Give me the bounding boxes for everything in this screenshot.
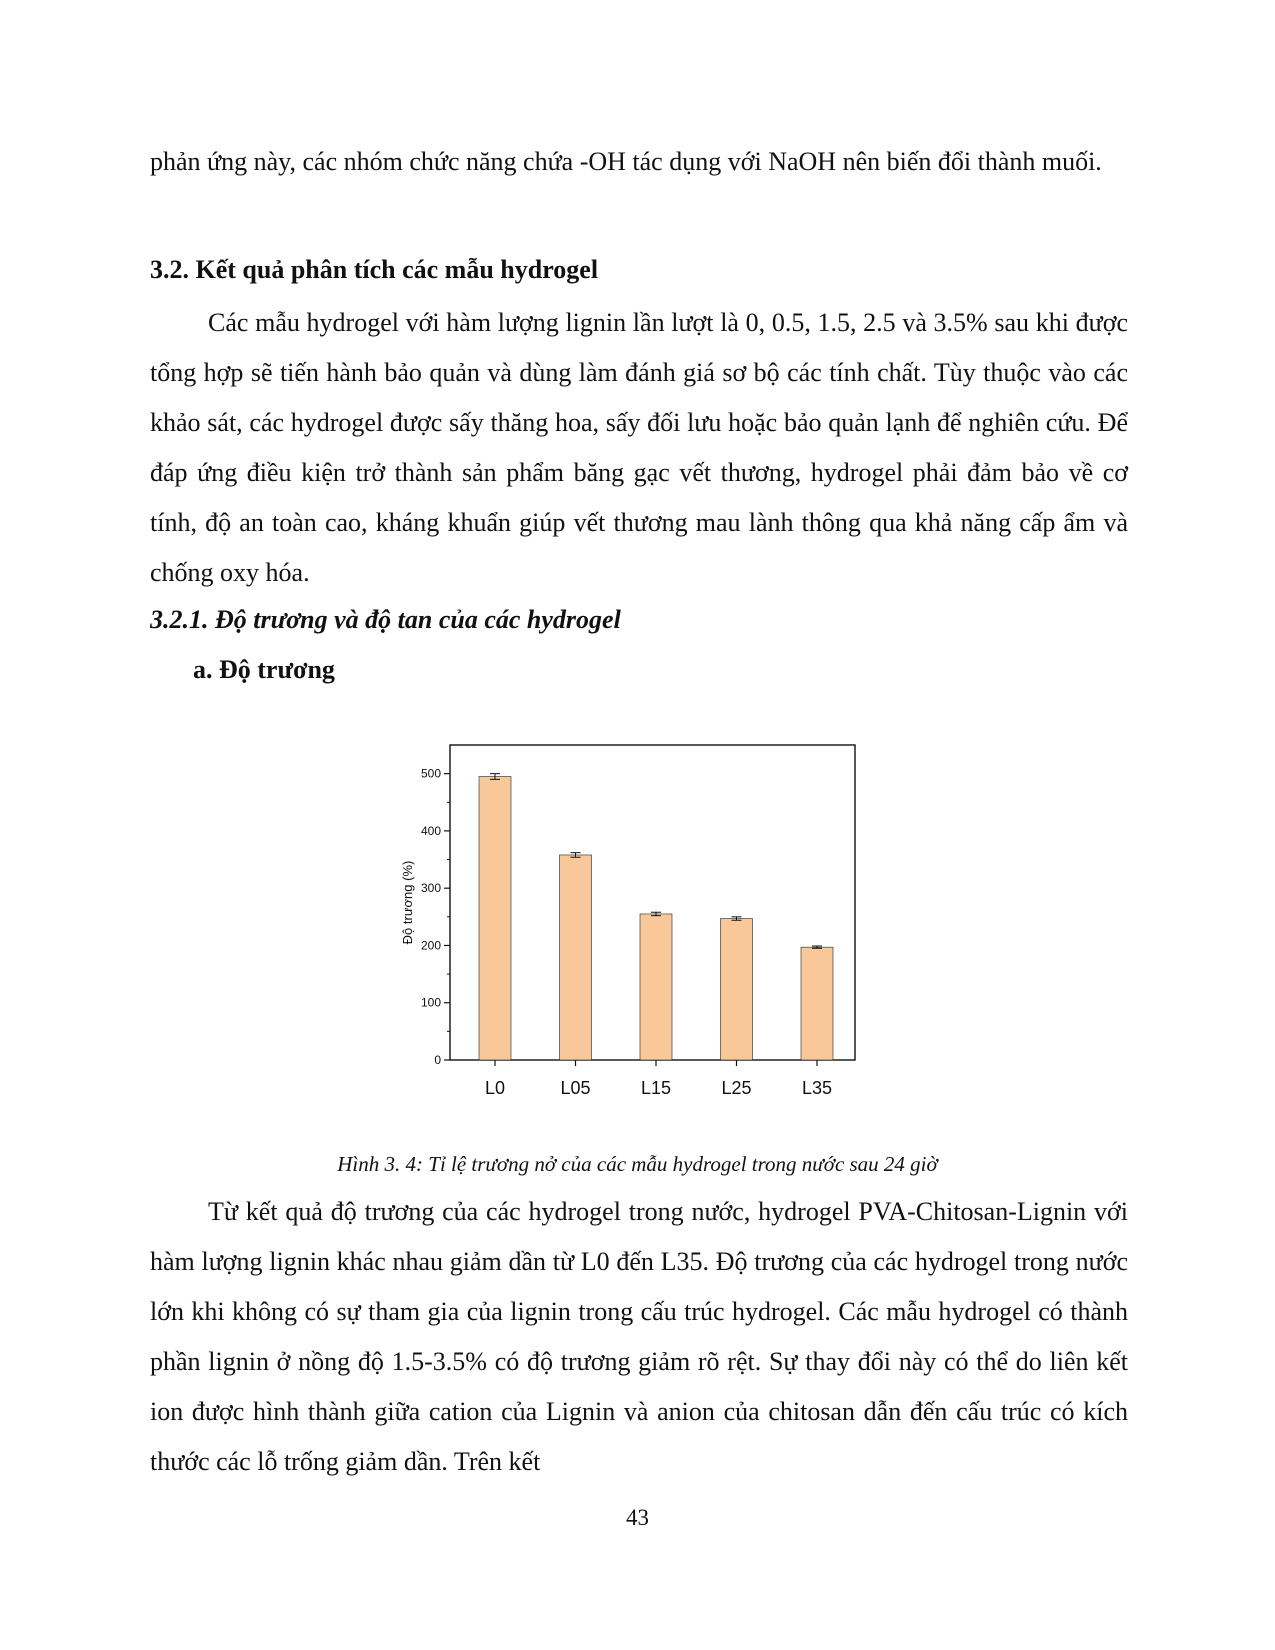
bar-l35	[801, 947, 833, 1060]
y-tick-label: 200	[420, 938, 441, 953]
x-tick-label-l25: L25	[721, 1078, 752, 1098]
bar-l15	[640, 914, 672, 1060]
page-number: 43	[626, 1505, 649, 1530]
y-tick-label: 500	[420, 766, 441, 781]
section-heading: 3.2. Kết quả phân tích các mẫu hydrogel	[150, 255, 599, 284]
figure-caption: Hình 3. 4: Tỉ lệ trương nở của các mẫu hydrogel trong nước sau 24 giờ	[337, 1152, 938, 1176]
y-tick-label: 400	[420, 823, 441, 838]
result-paragraph: Từ kết quả độ trương của các hydrogel trong nước, hydrogel PVA-Chitosan-Lignin với hàm lượng lignin khác nhau giảm dần từ L0 đến L35. Độ trương của các hydrogel trong nước lớn khi không có sự tham gia của lignin trong cấu trúc hydrogel. Các mẫu hydrogel có thành phần lignin ở nồng độ 1.5-3.5% có độ trương giảm rõ rệt. Sự thay đổi này có thể do liên kết ion được hình thành giữa cation của Lignin và anion của chitosan dẫn đến cấu trúc có kích thước các lỗ trống giảm dần. Trên kết	[150, 1197, 1128, 1476]
intro-paragraph: phản ứng này, các nhóm chức năng chứa -OH tác dụng với NaOH nên biến đổi thành muối.	[150, 147, 1102, 176]
x-tick-label-l05: L05	[560, 1078, 591, 1098]
y-tick-label: 300	[420, 881, 441, 896]
chart-plot-area	[400, 745, 855, 1098]
bar-l0	[479, 777, 511, 1061]
y-tick-label: 0	[434, 1053, 441, 1067]
bar-l05	[560, 855, 592, 1060]
x-tick-label-l35: L35	[801, 1078, 833, 1098]
section-paragraph: Các mẫu hydrogel với hàm lượng lignin lần lượt là 0, 0.5, 1.5, 2.5 và 3.5% sau khi được tổng hợp sẽ tiến hành bảo quản và dùng làm đánh giá sơ bộ các tính chất. Tùy thuộc vào các khảo sát, các hydrogel được sấy thăng hoa, sấy đối lưu hoặc bảo quản lạnh để nghiên cứu. Để đáp ứng điều kiện trở thành sản phẩm băng gạc vết thương, hydrogel phải đảm bảo về cơ tính, độ an toàn cao, kháng khuẩn giúp vết thương mau lành thông qua khả năng cấp ẩm và chống oxy hóa.	[150, 308, 1128, 587]
x-tick-label-l15: L15	[640, 1078, 672, 1098]
subsubsection-heading: a. Độ trương	[193, 655, 335, 684]
swelling-bar-chart	[380, 740, 900, 1140]
x-tick-label-l0: L0	[484, 1078, 506, 1098]
y-tick-label: 100	[420, 995, 441, 1010]
y-axis-label: Độ trương (%)	[400, 860, 415, 945]
bar-l25	[721, 919, 753, 1060]
subsection-heading: 3.2.1. Độ trương và độ tan của các hydrogel	[150, 605, 621, 634]
